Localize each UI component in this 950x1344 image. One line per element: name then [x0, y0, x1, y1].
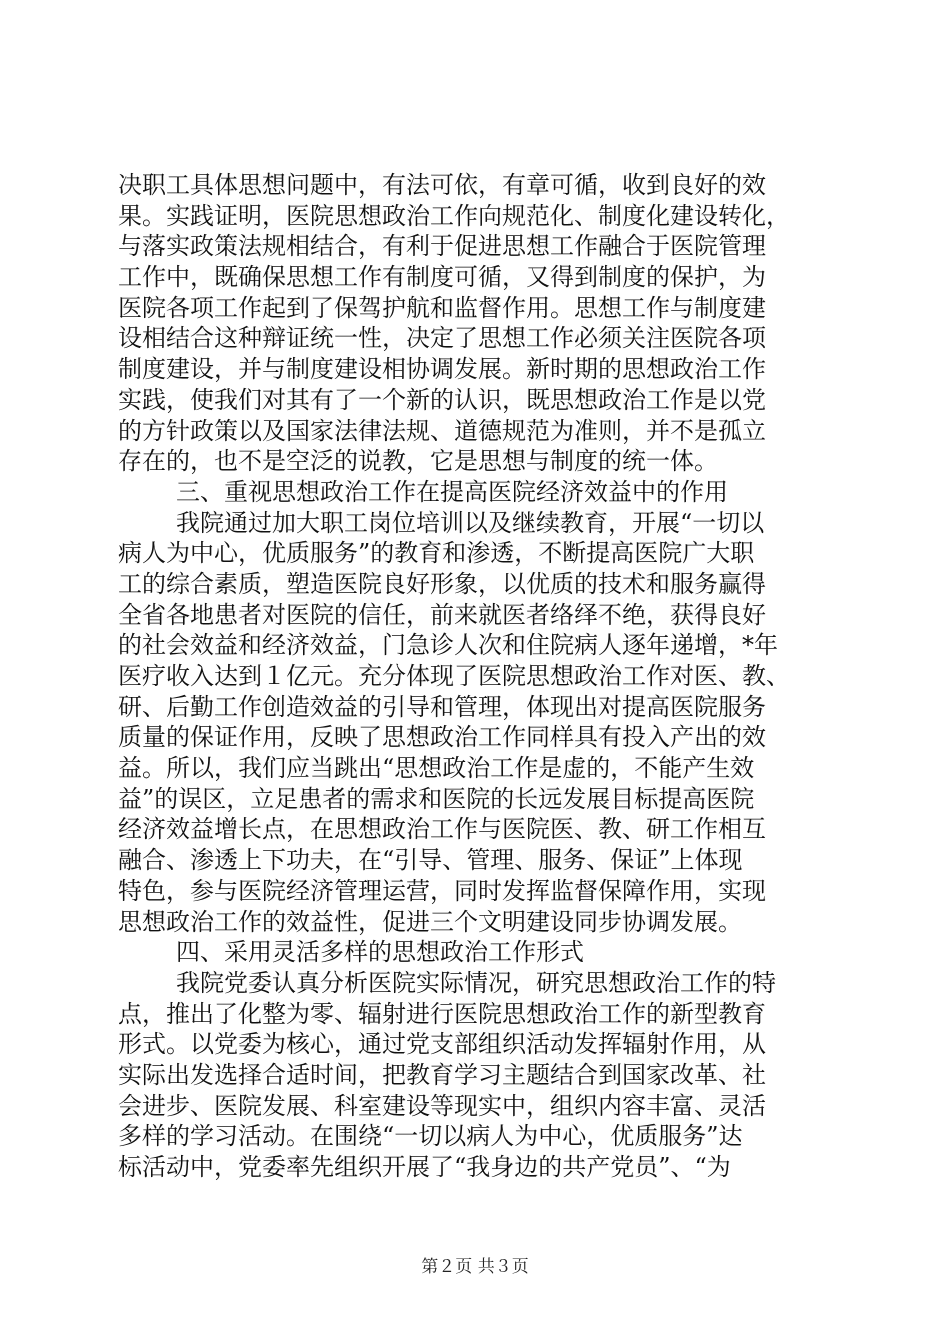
text-line: 工的综合素质，塑造医院良好形象，以优质的技术和服务赢得	[118, 569, 766, 598]
text-line: 果。实践证明，医院思想政治工作向规范化、制度化建设转化，	[118, 201, 790, 230]
text-line: 质量的保证作用，反映了思想政治工作同样具有投入产出的效	[118, 723, 766, 752]
text-line: 存在的，也不是空泛的说教，它是思想与制度的统一体。	[118, 447, 718, 476]
text-line: 研、后勤工作创造效益的引导和管理，体现出对提高医院服务	[118, 692, 766, 721]
page-footer: 第２页 共３页	[421, 1257, 529, 1277]
text-line: 决职工具体思想问题中，有法可依，有章可循，收到良好的效	[118, 171, 766, 199]
text-line: 全省各地患者对医院的信任，前来就医者络绎不绝，获得良好	[118, 600, 766, 629]
text-line: 设相结合这种辩证统一性，决定了思想工作必须关注医院各项	[118, 324, 766, 353]
text-line: 的方针政策以及国家法律法规、道德规范为准则，并不是孤立	[118, 416, 766, 445]
text-line: 益”的误区，立足患者的需求和医院的长远发展目标提高医院	[118, 784, 755, 813]
text-line: 我院党委认真分析医院实际情况，研究思想政治工作的特	[176, 968, 776, 997]
text-line: 实际出发选择合适时间，把教育学习主题结合到国家改革、社	[118, 1060, 766, 1089]
text-line: 四、采用灵活多样的思想政治工作形式	[176, 938, 584, 967]
text-line: 特色，参与医院经济管理运营，同时发挥监督保障作用，实现	[118, 876, 766, 905]
text-line: 实践，使我们对其有了一个新的认识，既思想政治工作是以党	[118, 385, 766, 414]
text-line: 会进步、医院发展、科室建设等现实中，组织内容丰富、灵活	[118, 1091, 766, 1120]
text-line: 标活动中，党委率先组织开展了“我身边的共产党员”、“为	[118, 1153, 731, 1181]
text-line: 医院各项工作起到了保驾护航和监督作用。思想工作与制度建	[118, 293, 766, 322]
text-line: 多样的学习活动。在围绕“一切以病人为中心，优质服务”达	[118, 1122, 743, 1151]
text-line: 工作中，既确保思想工作有制度可循，又得到制度的保护，为	[118, 263, 766, 292]
text-line: 融合、渗透上下功夫，在“引导、管理、服务、保证”上体现	[118, 846, 743, 875]
text-line: 思想政治工作的效益性，促进三个文明建设同步协调发展。	[118, 907, 742, 936]
text-line: 经济效益增长点，在思想政治工作与医院医、教、研工作相互	[118, 815, 766, 844]
text-line: 点，推出了化整为零、辐射进行医院思想政治工作的新型教育	[118, 999, 766, 1028]
text-line: 病人为中心，优质服务”的教育和渗透，不断提高医院广大职	[118, 539, 755, 568]
text-line: 我院通过加大职工岗位培训以及继续教育，开展“一切以	[176, 508, 765, 537]
text-line: 的社会效益和经济效益，门急诊人次和住院病人逐年递增，*年	[118, 631, 778, 660]
text-line: 制度建设，并与制度建设相协调发展。新时期的思想政治工作	[118, 355, 766, 384]
text-line: 与落实政策法规相结合，有利于促进思想工作融合于医院管理	[118, 232, 766, 261]
text-line: 益。所以，我们应当跳出“思想政治工作是虚的，不能产生效	[118, 754, 755, 783]
body-text	[118, 170, 838, 1183]
text-line: 三、重视思想政治工作在提高医院经济效益中的作用	[176, 477, 728, 506]
text-line: 医疗收入达到１亿元。充分体现了医院思想政治工作对医、教、	[118, 662, 790, 690]
text-line: 形式。以党委为核心，通过党支部组织活动发挥辐射作用，从	[118, 1030, 766, 1059]
